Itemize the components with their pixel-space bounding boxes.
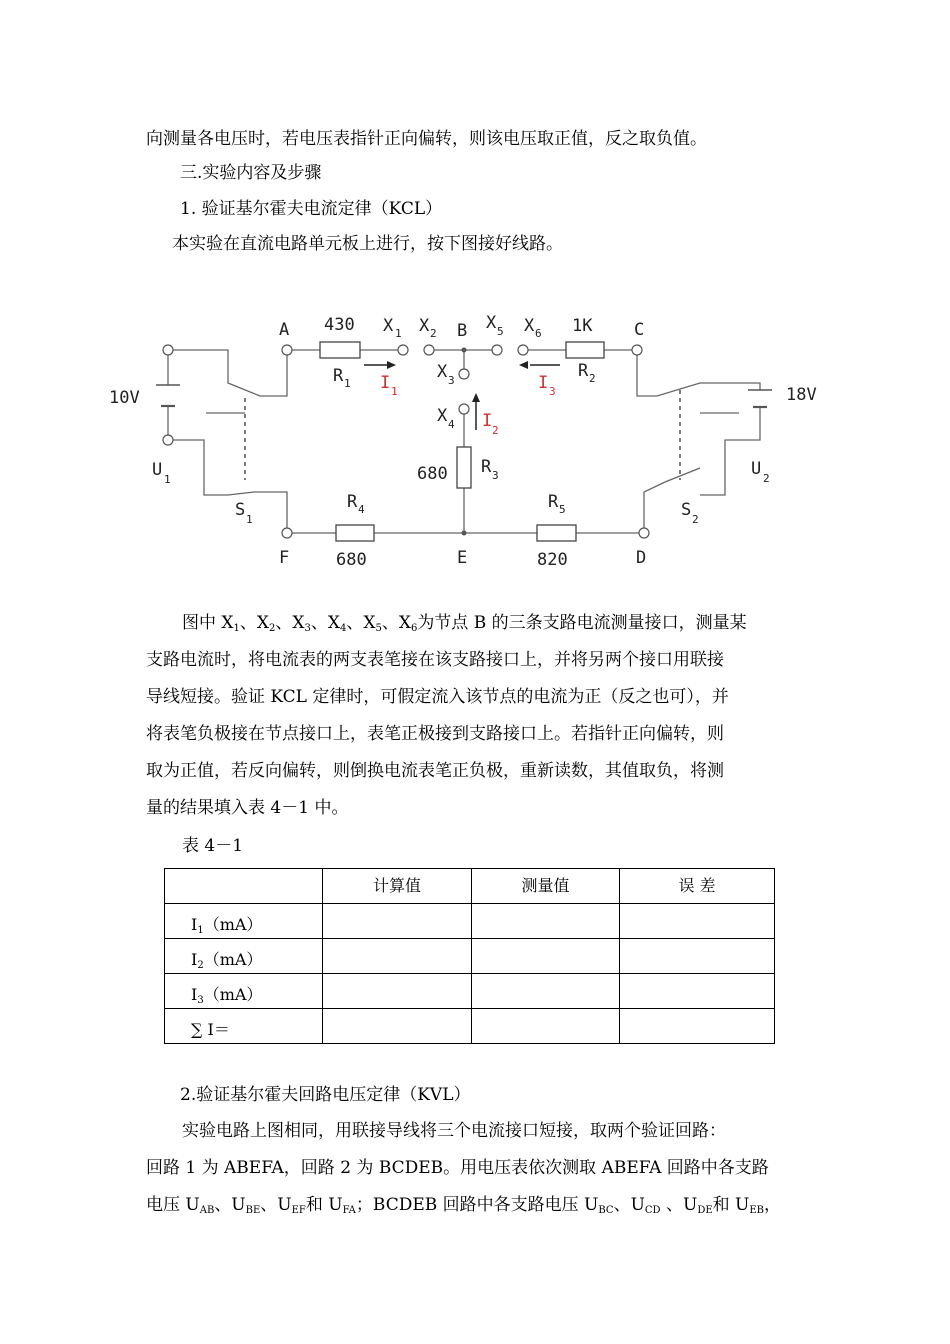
resistor-r1	[320, 342, 360, 358]
resistor-r3	[457, 447, 471, 488]
node-label-f: F	[279, 548, 290, 568]
current-sub-i1: 1	[391, 385, 398, 398]
r4-sub: 4	[358, 503, 365, 516]
r2-sub: 2	[589, 372, 596, 385]
cell-measured[interactable]	[472, 904, 620, 939]
port-label-x1: X	[383, 316, 394, 336]
current-label-i3: I	[538, 373, 549, 393]
source-left-voltage: 10V	[109, 388, 140, 408]
current-label-i2: I	[482, 411, 493, 431]
kvl-line-2: 回路 1 为 ABEFA，回路 2 为 BCDEB。用电压表依次测取 ABEFA 回路中各支路	[146, 1158, 769, 1178]
description-line-6: 量的结果填入表 4－1 中。	[146, 798, 349, 818]
port-label-x4: X	[437, 406, 448, 426]
table-header-cell	[165, 869, 323, 904]
r1-sub: 1	[344, 377, 351, 390]
resistor-r5	[537, 525, 576, 541]
current-label-i1: I	[380, 373, 391, 393]
kvl-line-1: 实验电路上图相同，用联接导线将三个电流接口短接，取两个验证回路：	[182, 1121, 726, 1141]
port-label-x6: X	[524, 316, 535, 336]
kcl-circuit-diagram	[0, 290, 950, 590]
row-label-sum: ∑ I＝	[165, 1009, 323, 1044]
table-row	[165, 1009, 775, 1044]
s2-sub: 2	[692, 513, 699, 526]
r3-sub: 3	[492, 469, 499, 482]
node-label-a: A	[279, 320, 290, 340]
kvl-line-3: 电压 $U_{AB}$、$U_{BE}$、$U_{EF}$和 $U_{FA}$；BCDEB 回路中各支路电压 $U_{BC}$、$U_{CD}$ 、$U_{DE}$和 $U_{EB}$，	[146, 1195, 782, 1216]
description-line-1: 图中 $X_1$、$X_2$、$X_3$、$X_4$、$X_5$、$X_6$为节点 B 的三条支路电流测量接口，测量某	[182, 613, 747, 634]
s1-label: S	[235, 500, 246, 520]
r2-label: R	[578, 361, 589, 381]
r4-label: R	[347, 492, 358, 512]
port-sub-x1: 1	[395, 327, 402, 340]
description-line-2: 支路电流时，将电流表的两支表笔接在该支路接口上，并将另两个接口用联接	[146, 650, 724, 670]
port-label-x5: X	[486, 313, 497, 333]
table-caption: 表 4－1	[182, 836, 244, 856]
current-sub-i2: 2	[492, 424, 499, 437]
u2-sub: 2	[763, 472, 770, 485]
cell-error[interactable]	[620, 939, 775, 974]
port-label-x2: X	[419, 316, 430, 336]
cell-calculated[interactable]	[323, 974, 472, 1009]
table-header-row	[165, 869, 775, 904]
u1-sub: 1	[164, 473, 171, 486]
node-label-d: D	[636, 548, 647, 568]
u1-label: U	[152, 460, 163, 480]
port-sub-x5: 5	[497, 325, 504, 338]
row-label-i2: $I_2(mA)$	[165, 939, 323, 974]
description-line-4: 将表笔负极接在节点接口上，表笔正极接到支路接口上。若指针正向偏转，则	[146, 724, 724, 744]
port-sub-x6: 6	[535, 327, 542, 340]
r5-sub: 5	[559, 503, 566, 516]
r3-label: R	[481, 457, 492, 477]
cell-error[interactable]	[620, 904, 775, 939]
u2-label: U	[751, 459, 762, 479]
r4-value: 680	[336, 550, 367, 570]
port-sub-x2: 2	[430, 327, 437, 340]
node-label-c: C	[634, 320, 645, 340]
port-label-x3: X	[437, 362, 448, 382]
r5-value: 820	[537, 550, 568, 570]
table-row	[165, 939, 775, 974]
port-sub-x4: 4	[448, 418, 455, 431]
r2-value: 1K	[572, 316, 593, 336]
cell-calculated[interactable]	[323, 904, 472, 939]
table-header-error: 误 差	[620, 869, 775, 904]
current-sub-i3: 3	[549, 385, 556, 398]
cell-error[interactable]	[620, 974, 775, 1009]
cell-calculated[interactable]	[323, 939, 472, 974]
kcl-result-table	[164, 868, 775, 1044]
node-label-e: E	[457, 548, 468, 568]
table-row	[165, 904, 775, 939]
description-line-5: 取为正值，若反向偏转，则倒换电流表笔正负极，重新读数，其值取负，将测	[146, 761, 724, 781]
source-right-voltage: 18V	[786, 385, 817, 405]
table-header-calculated: 计算值	[323, 869, 472, 904]
description-line-3: 导线短接。验证 KCL 定律时，可假定流入该节点的电流为正（反之也可），并	[146, 687, 729, 707]
table-header-measured: 测量值	[472, 869, 620, 904]
table-row	[165, 974, 775, 1009]
cell-measured[interactable]	[472, 939, 620, 974]
r1-value: 430	[324, 315, 355, 335]
resistor-r4	[336, 525, 374, 541]
paragraph-measure-voltage: 向测量各电压时，若电压表指针正向偏转，则该电压取正值，反之取负值。	[146, 129, 707, 149]
r1-label: R	[333, 366, 344, 386]
cell-calculated[interactable]	[323, 1009, 472, 1044]
r5-label: R	[548, 492, 559, 512]
section-heading-3: 三.实验内容及步骤	[180, 163, 322, 183]
node-label-b: B	[457, 321, 468, 341]
intro-paragraph: 本实验在直流电路单元板上进行，按下图接好线路。	[172, 234, 563, 254]
step-1-heading: 1. 验证基尔霍夫电流定律（KCL）	[180, 199, 443, 219]
s2-label: S	[681, 500, 692, 520]
port-sub-x3: 3	[448, 374, 455, 387]
r3-value: 680	[417, 464, 448, 484]
cell-measured[interactable]	[472, 974, 620, 1009]
step-2-heading: 2.验证基尔霍夫回路电压定律（KVL）	[180, 1085, 471, 1105]
row-label-i1: $I_1(mA)$	[165, 904, 323, 939]
s1-sub: 1	[246, 513, 253, 526]
cell-measured[interactable]	[472, 1009, 620, 1044]
row-label-i3: $I_3(mA)$	[165, 974, 323, 1009]
resistor-r2	[566, 342, 604, 358]
cell-error[interactable]	[620, 1009, 775, 1044]
